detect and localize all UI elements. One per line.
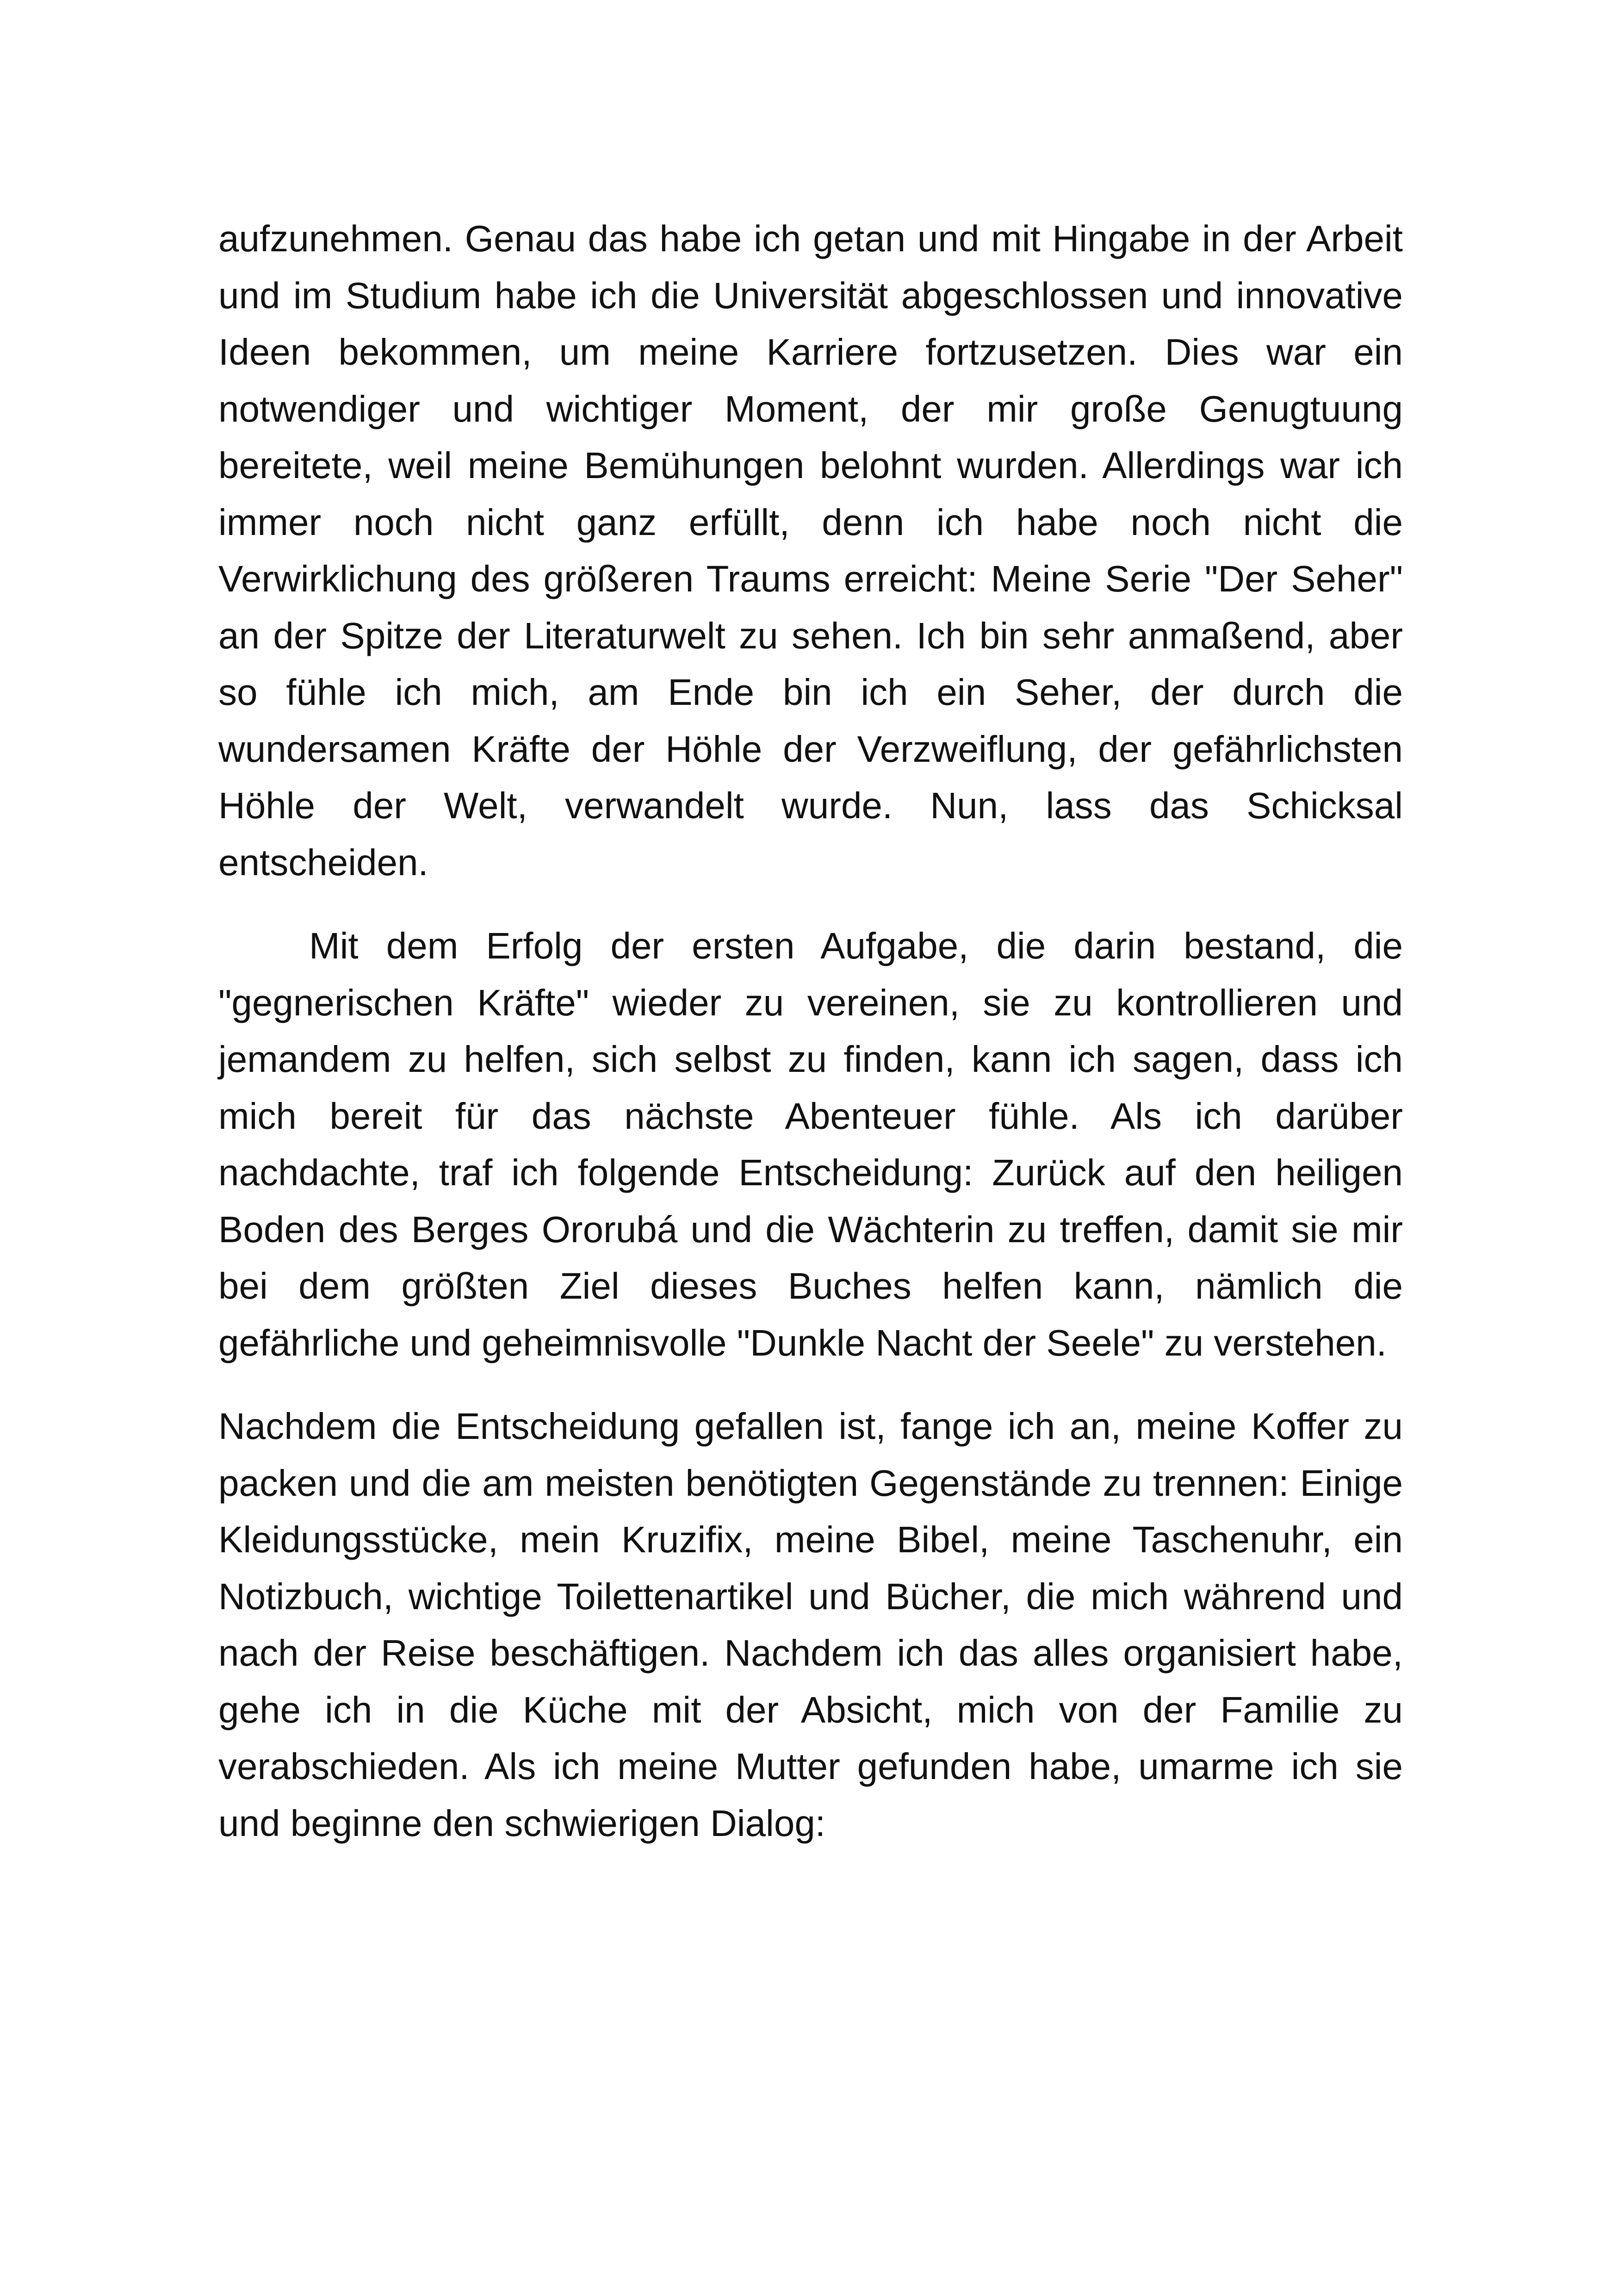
paragraph-2: Mit dem Erfolg der ersten Aufgabe, die darin bestand, die "gegnerischen Kräfte" wieder zu vereinen, sie zu kontrollieren und jemandem zu helfen, sich selbst zu finden, kann ich sagen, dass ich mich bereit für das nächste Abenteuer fühle. Als ich darüber nachdachte, traf ich folgende Entscheidung: Zurück auf den heiligen Boden des Berges Ororubá und die Wächterin zu treffen, damit sie mir bei dem größten Ziel dieses Buches helfen kann, nämlich die gefährliche und geheimnisvolle "Dunkle Nacht der Seele" zu verstehen. [218,925,1403,1363]
paragraph-3: Nachdem die Entscheidung gefallen ist, fange ich an, meine Koffer zu packen und die am meisten benötigten Gegenstände zu trennen: Einige Kleidungsstücke, mein Kruzifix, meine Bibel, meine Taschenuhr, ein Notizbuch, wichtige Toilettenartikel und Bücher, die mich während und nach der Reise beschäftigen. Nachdem ich das alles organisiert habe, gehe ich in die Küche mit der Absicht, mich von der Familie zu verabschieden. Als ich meine Mutter gefunden habe, umarme ich sie und beginne den schwierigen Dialog: [218,1406,1403,1844]
document-body [218,211,1403,1852]
paragraph-1: aufzunehmen. Genau das habe ich getan und mit Hingabe in der Arbeit und im Studium habe ich die Universität abgeschlossen und innovative Ideen bekommen, um meine Karriere fortzusetzen. Dies war ein notwendiger und wichtiger Moment, der mir große Genugtuung bereitete, weil meine Bemühungen belohnt wurden. Allerdings war ich immer noch nicht ganz erfüllt, denn ich habe noch nicht die Verwirklichung des größeren Traums erreicht: Meine Serie "Der Seher" an der Spitze der Literaturwelt zu sehen. Ich bin sehr anmaßend, aber so fühle ich mich, am Ende bin ich ein Seher, der durch die wundersamen Kräfte der Höhle der Verzweiflung, der gefährlichsten Höhle der Welt, verwandelt wurde. Nun, lass das Schicksal entscheiden. [218,218,1403,883]
